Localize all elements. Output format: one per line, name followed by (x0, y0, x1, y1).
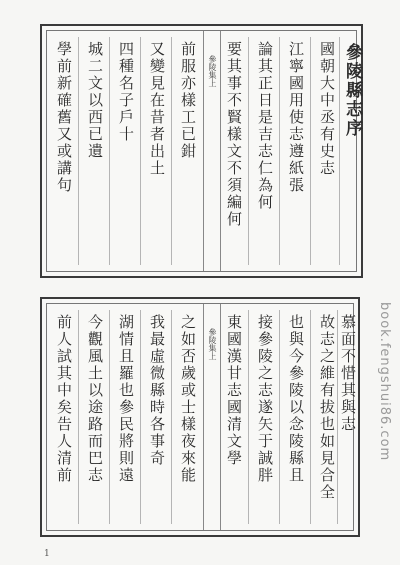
bottom-right-column-4: 接參陵之志遂矢于誠胖 (256, 314, 274, 484)
column-rule (171, 310, 172, 524)
bottom-right-column-3: 也與今參陵以念陵縣且 (287, 314, 305, 484)
top-right-column-2: 國朝大中丞有史志 (318, 41, 336, 177)
bottom-left-column-2: 我最虛微縣時各事奇 (148, 314, 166, 467)
bottom-fold-label: 參陵集上 (208, 328, 217, 360)
top-woodblock-frame (40, 24, 363, 278)
bottom-left-column-4: 今觀風土以途路而巴志 (86, 314, 104, 484)
column-rule (279, 310, 280, 524)
top-right-column-5: 要其事不賢樣文不須編何 (225, 41, 243, 228)
top-right-column-3: 江寧國用使志遵紙張 (287, 41, 305, 194)
bottom-inner-border (46, 303, 357, 531)
top-preface-title: 參陵縣志序 (342, 43, 362, 138)
column-rule (248, 37, 249, 265)
column-rule (140, 310, 141, 524)
column-rule (310, 310, 311, 524)
column-rule (279, 37, 280, 265)
column-rule (171, 37, 172, 265)
top-fold-label: 參陵集上 (208, 55, 217, 87)
column-rule (109, 310, 110, 524)
bottom-right-column-2: 故志之維有拔也如見合全 (318, 314, 336, 501)
site-watermark: book.fengshui86.com (377, 302, 392, 462)
column-rule (78, 37, 79, 265)
bottom-woodblock-frame (40, 297, 360, 537)
bottom-fold-strip (203, 304, 221, 530)
bottom-right-column-5: 東國漢甘志國清文學 (225, 314, 243, 467)
top-left-column-5: 學前新確舊又或講句 (55, 41, 73, 194)
column-rule (310, 37, 311, 265)
bottom-right-column-1: 慕面不惜其與志 (339, 314, 357, 433)
column-rule (78, 310, 79, 524)
top-right-column-4: 論其正日是吉志仁為何 (256, 41, 274, 211)
top-left-column-3: 四種名子戶十 (117, 41, 135, 143)
top-inner-border (46, 30, 362, 272)
page-number: 1 (44, 549, 50, 559)
column-rule (248, 310, 249, 524)
bottom-left-column-3: 湖情且羅也參民將則遠 (117, 314, 135, 484)
top-fold-strip (203, 31, 221, 271)
bottom-left-column-1: 之如否歲或士樣夜來能 (179, 314, 197, 484)
column-rule (109, 37, 110, 265)
bottom-left-column-5: 前人試其中矣告人清前 (55, 314, 73, 484)
top-left-column-2: 又變見在昔者出土 (148, 41, 166, 177)
top-left-column-4: 城二文以西已遺 (86, 41, 104, 160)
column-rule (339, 37, 340, 265)
column-rule (140, 37, 141, 265)
top-left-column-1: 前服亦樣工已鉗 (179, 41, 197, 160)
